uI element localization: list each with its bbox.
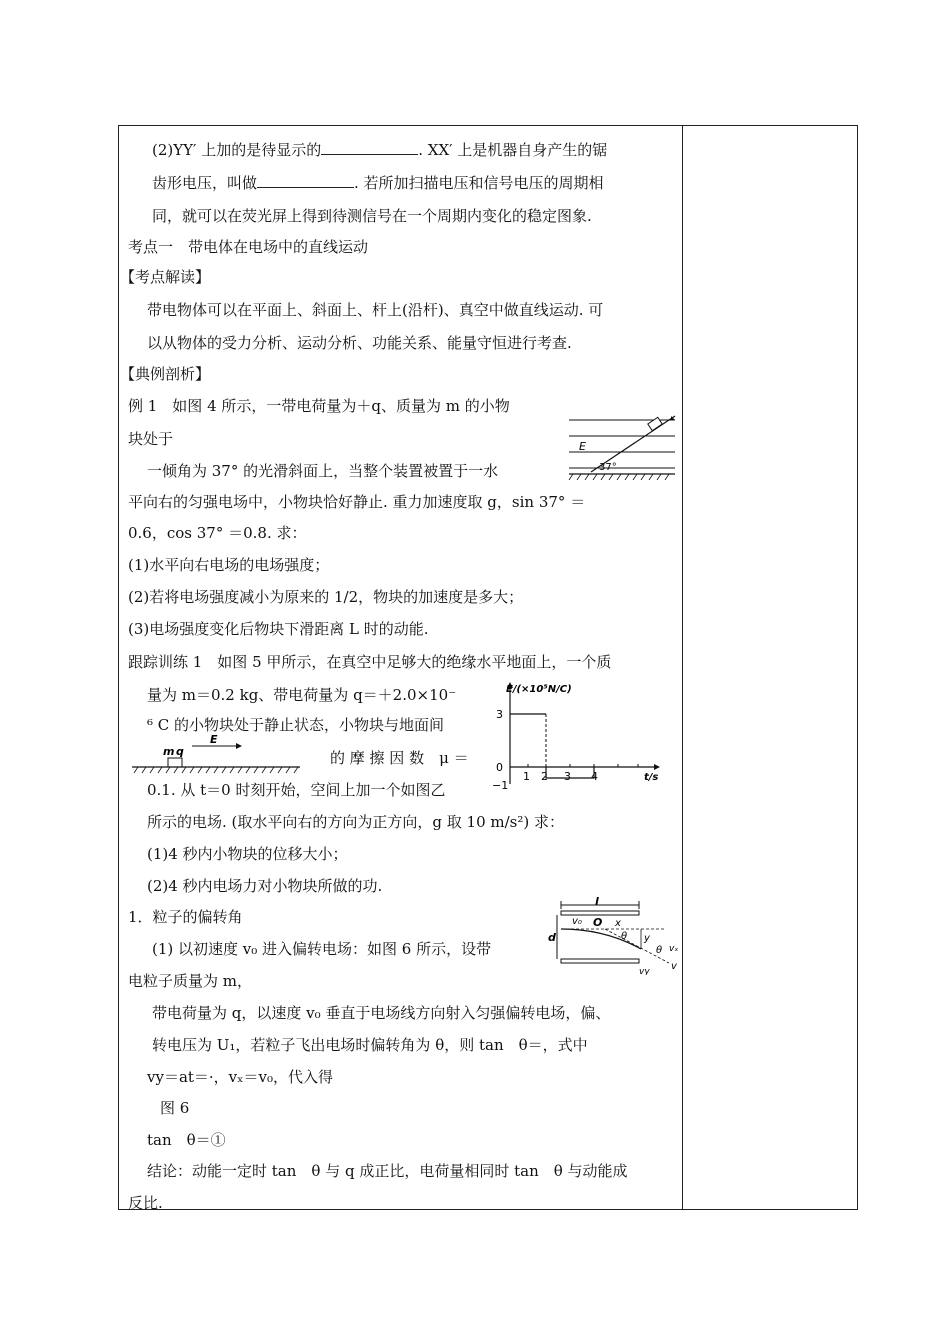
figure-5b-field-graph [488,680,670,792]
para2-line3: 同，就可以在荧光屏上得到待测信号在一个周期内变化的稳定图象. [152,207,592,225]
section-title: 考点一 带电体在电场中的直线运动 [128,238,369,256]
ground-hatch [134,767,298,773]
arrow-icon [654,764,660,770]
arrow-icon [236,743,242,749]
example1-line2: 块处于 [128,430,174,448]
y-tick-label: 0 [496,761,503,774]
x-axis-label: t/s [644,772,659,783]
example1-q2: (2)若将电场强度减小为原来的 1/2，物块的加速度是多大； [128,588,524,606]
pianzhuan-line2: 电粒子质量为 m， [128,972,252,990]
angle-label: 37° [599,462,617,473]
example1-line4: 平向右的匀强电场中，小物块恰好静止. 重力加速度取 g，sin 37° ＝ [128,493,586,511]
genzong-q1: (1)4 秒内小物块的位移大小； [147,845,348,863]
y-tick-label: 3 [496,708,503,721]
kaodian-line2: 以从物体的受力分析、运动分析、功能关系、能量守恒进行考查. [147,334,572,352]
block-icon [648,417,662,430]
dianli-heading: 【典例剖析】 [120,365,211,383]
field-e-label: E [579,440,586,453]
figure-4-incline [565,410,680,482]
genzong-line6: 所示的电场. (取水平向右的方向为正方向，g 取 10 m/s²) 求： [147,813,564,831]
answer-blank-1 [321,140,418,155]
pianzhuan-line1: (1) 以初速度 v₀ 进入偏转电场：如图 6 所示，设带 [152,940,492,958]
genzong-line4: 的 摩 擦 因 数 μ ＝ [330,749,469,767]
pianzhuan-title: 1．粒子的偏转角 [128,908,243,926]
x-tick-label: 3 [564,770,571,783]
pianzhuan-line5: vy＝at＝·，vₓ＝v₀，代入得 [147,1068,334,1086]
example1-q1: (1)水平向右电场的电场强度； [128,556,330,574]
v-label: v [671,961,677,972]
lower-plate [561,959,639,963]
origin-o-label: O [593,916,603,929]
x-tick-label: 1 [523,770,530,783]
upper-plate [561,911,639,915]
genzong-line2: 量为 m＝0.2 kg、带电荷量为 q＝＋2.0×10⁻ [147,686,457,704]
theta-label-2: θ [656,945,663,956]
particle-trajectory [561,929,641,949]
kaodian-line1: 带电物体可以在平面上、斜面上、杆上(沿杆)、真空中做直线运动. 可 [147,301,604,319]
separation-d-label: d [548,931,556,944]
conclusion-line1: 结论：动能一定时 tan θ 与 q 成正比，电荷量相同时 tan θ 与动能成 [147,1162,628,1180]
theta-label: θ [621,931,628,942]
genzong-q2: (2)4 秒内电场力对小物块所做的功. [147,877,383,895]
para2-text-d: . 若所加扫描电压和信号电压的周期相 [354,174,604,192]
example1-line3: 一倾角为 37° 的光滑斜面上，当整个装置被置于一水 [147,462,499,480]
pianzhuan-line3: 带电荷量为 q，以速度 v₀ 垂直于电场线方向射入匀强偏转电场，偏、 [152,1004,611,1022]
ground-hatch [569,474,669,480]
genzong-line1: 跟踪训练 1 如图 5 甲所示，在真空中足够大的绝缘水平地面上，一个质 [128,653,612,671]
figure-6-caption: 图 6 [160,1099,190,1117]
example1-line1: 例 1 如图 4 所示，一带电荷量为＋q、质量为 m 的小物 [128,397,510,415]
answer-blank-2 [257,173,354,188]
y-axis-label: E/(×10⁵N/C) [506,684,572,695]
x-tick-label: 4 [591,770,598,783]
para2-text-a: (2)YY′ 上加的是待显示的 [152,141,322,159]
conclusion-line2: 反比. [128,1194,163,1212]
para2-line2 [152,173,604,193]
vy-label: vy [639,967,650,975]
length-l-label: l [595,897,599,908]
charge-q-label: q [176,745,184,758]
formula-tan-theta: tan θ＝① [147,1131,226,1149]
example1-line5: 0.6，cos 37° ＝0.8. 求： [128,524,307,542]
para2-line1 [152,140,607,160]
block-icon [168,758,182,767]
y-label: y [644,933,650,944]
genzong-line5: 0.1. 从 t＝0 时刻开始，空间上加一个如图乙 [147,781,446,799]
field-e-label: E [210,735,218,746]
para2-text-b: . XX′ 上是机器自身产生的锯 [418,141,608,159]
y-tick-label: −1 [492,779,509,792]
genzong-line3: ⁶ C 的小物块处于静止状态，小物块与地面间 [147,716,445,734]
x-label: x [615,918,621,929]
para2-text-c: 齿形电压，叫做 [152,174,258,192]
figure-6-deflection [545,897,680,975]
v0-label: v₀ [572,916,582,927]
table-column-divider [682,125,683,1210]
x-tick-label: 2 [541,770,548,783]
example1-q3: (3)电场强度变化后物块下滑距离 L 时的动能. [128,620,429,638]
kaodian-heading: 【考点解读】 [120,268,211,286]
pianzhuan-line4: 转电压为 U₁，若粒子飞出电场时偏转角为 θ，则 tan θ＝，式中 [152,1036,588,1054]
mass-m-label: m [163,745,175,758]
vx-label: vₓ [669,944,679,954]
figure-5a-block-on-ground [132,735,302,775]
